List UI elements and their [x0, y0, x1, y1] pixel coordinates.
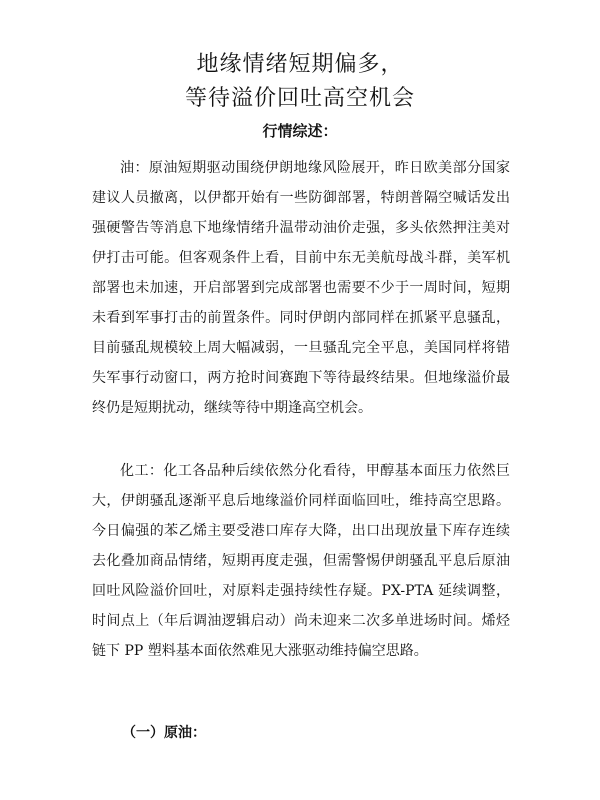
summary-heading: 行情综述：	[262, 122, 338, 140]
paragraph-chemicals: 化工：化工各品种后续依然分化看待，甲醇基本面压力依然巨大，伊朗骚乱逐渐平息后地缘溢价同样面临回吐，维持高空思路。今日偏强的苯乙烯主要受港口库存大降，出口出现放量下库存连续去化叠加商品情绪，短期再度走强，但需警惕伊朗骚乱平息后原油回吐风险溢价回吐，对原料走强持续性存疑。PX-PTA 延续调整，时间点上（年后调油逻辑启动）尚未迎来二次多单进场时间。烯烃链下 PP 塑料基本面依然难见大涨驱动维持偏空思路。	[92, 463, 510, 659]
title-line-1: 地缘情绪短期偏多，	[196, 52, 404, 77]
section-heading-crude-oil: （一）原油：	[122, 725, 206, 741]
paragraph-crude-oil: 油：原油短期驱动围绕伊朗地缘风险展开，昨日欧美部分国家建议人员撤离，以伊都开始有一些防御部署，特朗普隔空喊话发出强硬警告等消息下地缘情绪升温带动油价走强，多头依然押注美对伊打击可能。但客观条件上看，目前中东无美航母战斗群，美军机部署也未加速，开启部署到完成部署也需要不少于一周时间，短期未看到军事打击的前置条件。同时伊朗内部同样在抓紧平息骚乱，目前骚乱规模较上周大幅减弱，一旦骚乱完全平息，美国同样将错失军事行动窗口，两方抢时间赛跑下等待最终结果。但地缘溢价最终仍是短期扰动，继续等待中期逢高空机会。	[92, 160, 510, 416]
title-line-2: 等待溢价回吐高空机会	[184, 86, 415, 111]
